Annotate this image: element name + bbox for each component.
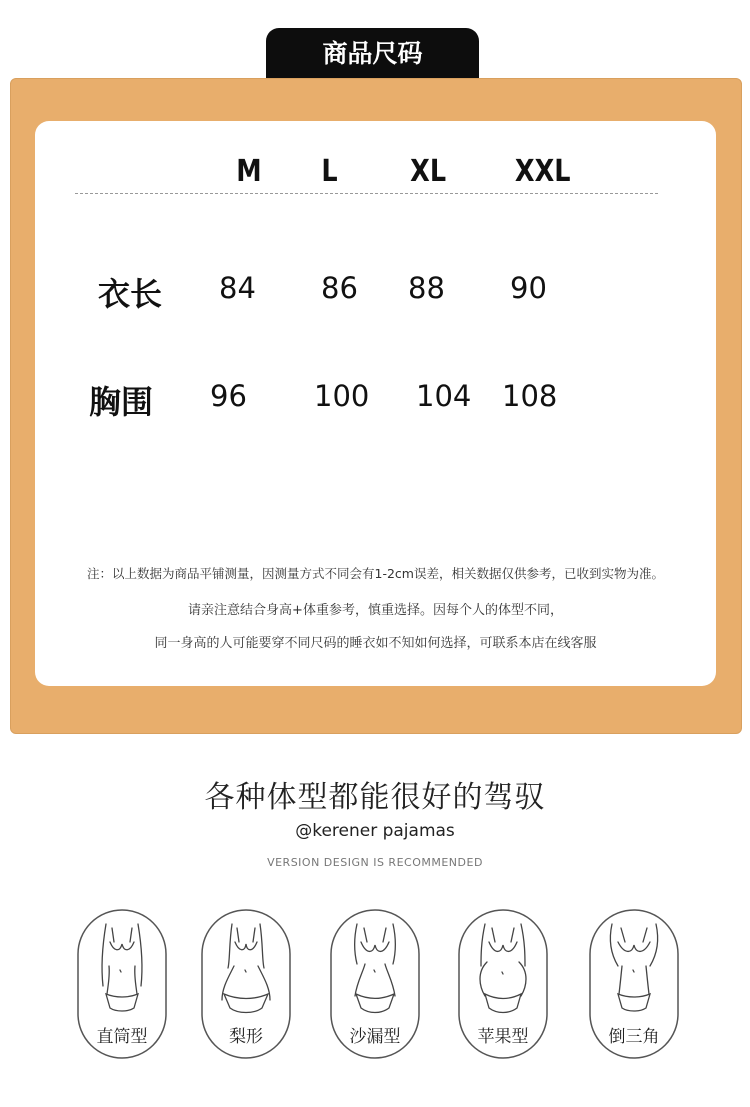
size-header-m: M xyxy=(236,154,262,189)
brand-name: @kerener pajamas xyxy=(295,821,455,841)
cell-length-xxl: 90 xyxy=(510,271,547,305)
body-type-label: 倒三角 xyxy=(608,1027,660,1047)
row-label-chest: 胸围 xyxy=(89,383,154,421)
body-type-straight xyxy=(76,908,168,1060)
cell-length-l: 86 xyxy=(321,271,358,305)
size-header-l: L xyxy=(321,154,338,189)
cell-chest-xl: 104 xyxy=(416,379,472,413)
cell-length-m: 84 xyxy=(219,271,256,305)
body-type-pear xyxy=(200,908,292,1060)
cell-chest-m: 96 xyxy=(210,379,247,413)
body-type-label: 苹果型 xyxy=(477,1027,529,1047)
section-headline: 各种体型都能很好的驾驭 xyxy=(204,780,546,815)
body-type-label: 直筒型 xyxy=(96,1027,148,1047)
size-header-xl: XL xyxy=(410,154,447,189)
note-advice: 请亲注意结合身高+体重参考，慎重选择。因每个人的体型不同， xyxy=(188,603,563,618)
body-type-inverted-triangle xyxy=(588,908,680,1060)
body-type-label: 沙漏型 xyxy=(349,1027,401,1047)
note-measurement: 注：以上数据为商品平铺测量，因测量方式不同会有1-2cm误差，相关数据仅供参考，已收到实物为准。 xyxy=(87,566,664,581)
body-type-hourglass xyxy=(329,908,421,1060)
body-type-apple xyxy=(457,908,549,1060)
cell-chest-xxl: 108 xyxy=(502,379,558,413)
size-header-xxl: XXL xyxy=(514,154,571,189)
header-title: 商品尺码 xyxy=(266,28,479,80)
header-divider xyxy=(75,193,658,194)
cell-length-xl: 88 xyxy=(408,271,445,305)
cell-chest-l: 100 xyxy=(314,379,370,413)
body-type-label: 梨形 xyxy=(229,1027,263,1047)
row-label-length: 衣长 xyxy=(98,275,163,313)
note-contact: 同一身高的人可能要穿不同尺码的睡衣如不知如何选择，可联系本店在线客服 xyxy=(154,636,597,651)
section-tagline: VERSION DESIGN IS RECOMMENDED xyxy=(267,856,483,869)
